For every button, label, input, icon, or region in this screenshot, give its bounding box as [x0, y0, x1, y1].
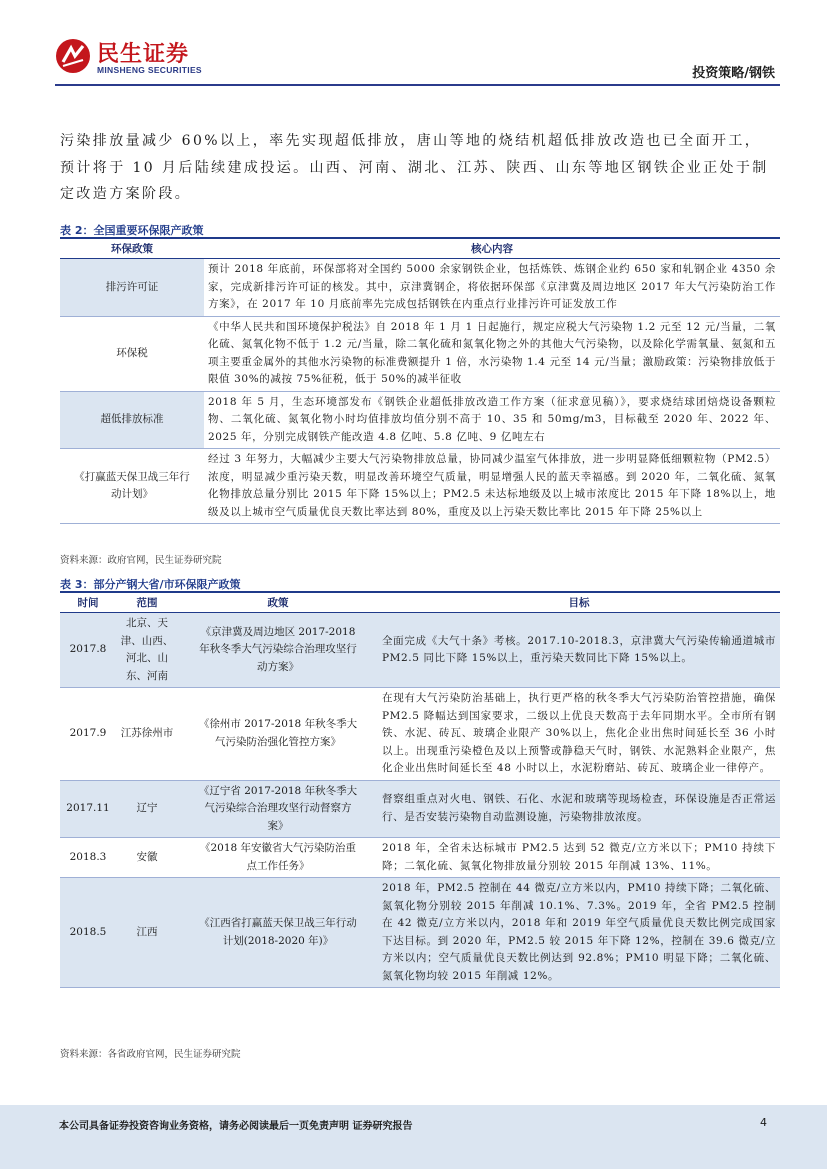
provincial-policy-table	[60, 592, 780, 988]
minsheng-logo-icon	[55, 38, 91, 74]
col-header-policy: 环保政策	[60, 238, 204, 259]
scope-cell: 江西	[116, 878, 178, 988]
logo-chinese: 民生证券	[97, 42, 190, 67]
table1-caption: 表 2：全国重要环保限产政策	[60, 224, 204, 237]
goal-cell: 2018 年，全省未达标城市 PM2.5 达到 52 微克/立方米以下；PM10 持续下降；二氧化硫、氮氧化物排放量分别较 2015 年削减 13%、11%。	[378, 838, 780, 878]
policy-cell: 《辽宁省 2017-2018 年秋冬季大气污染综合治理攻坚行动督察方案》	[178, 780, 378, 838]
table-row	[60, 780, 780, 838]
goal-cell: 督察组重点对火电、钢铁、石化、水泥和玻璃等现场检查，环保设施是否正常运行、是否安装污染物自动监测设施，污染物排放浓度。	[378, 780, 780, 838]
time-cell: 2017.9	[60, 688, 116, 781]
national-policy-table	[60, 238, 780, 524]
table-row	[60, 259, 780, 317]
col-header-goal: 目标	[378, 592, 780, 613]
table-row	[60, 613, 780, 688]
time-cell: 2018.5	[60, 878, 116, 988]
scope-cell: 安徽	[116, 838, 178, 878]
scope-cell: 辽宁	[116, 780, 178, 838]
policy-cell: 超低排放标准	[60, 391, 204, 449]
policy-cell: 《徐州市 2017-2018 年秋冬季大气污染防治强化管控方案》	[178, 688, 378, 781]
policy-cell: 排污许可证	[60, 259, 204, 317]
col-header-scope: 范围	[116, 592, 178, 613]
table-row	[60, 316, 780, 391]
content-cell: 《中华人民共和国环境保护税法》自 2018 年 1 月 1 日起施行，规定应税大气污染物 1.2 元至 12 元/当量，二氧化硫、氮氧化物不低于 1.2 元/当量，除二氧化硫和氮氧化物之外的其他大气污染物，以及除化学需氧量、氨氮和五项主要重金属外的其他水污染物的标准费额提升 1 倍，水污染物 1.4 元至 14 元/当量；激励政策：污染物排放低于限值 30%的减按 75%征税，低于 50%的减半征收	[204, 316, 780, 391]
page-footer	[0, 1105, 827, 1169]
logo-english: MINSHENG SECURITIES	[97, 65, 202, 75]
table-row	[60, 449, 780, 524]
page-header	[0, 0, 827, 86]
table-row	[60, 688, 780, 781]
footer-disclaimer: 本公司具备证券投资咨询业务资格，请务必阅读最后一页免责声明 证券研究报告	[59, 1121, 413, 1132]
policy-cell: 环保税	[60, 316, 204, 391]
goal-cell: 全面完成《大气十条》考核。2017.10-2018.3，京津冀大气污染传输通道城市 PM2.5 同比下降 15%以上，重污染天数同比下降 15%以上。	[378, 613, 780, 688]
col-header-time: 时间	[60, 592, 116, 613]
header-divider	[55, 84, 780, 86]
body-paragraph: 污染排放量减少 60%以上，率先实现超低排放，唐山等地的烧结机超低排放改造也已全面开工，预计将于 10 月后陆续建成投运。山西、河南、湖北、江苏、陕西、山东等地区钢铁企业正处于制定改造方案阶段。	[60, 133, 769, 202]
policy-cell: 《京津冀及周边地区 2017-2018 年秋冬季大气污染综合治理攻坚行动方案》	[178, 613, 378, 688]
content-cell: 经过 3 年努力，大幅减少主要大气污染物排放总量，协同减少温室气体排放，进一步明显降低细颗粒物（PM2.5）浓度，明显减少重污染天数，明显改善环境空气质量，明显增强人民的蓝天幸福感。到 2020 年，二氧化硫、氮氧化物排放总量分别比 2015 年下降 15%以上；PM2.5 未达标地级及以上城市浓度比 2015 年下降 18%以上，地级及以上城市空气质量优良天数比率达到 80%，重度及以上污染天数比率比 2015 年下降 25%以上	[204, 449, 780, 524]
section-title: 投资策略/钢铁	[692, 66, 775, 81]
table2-caption: 表 3：部分产钢大省/市环保限产政策	[60, 578, 241, 591]
table-row	[60, 878, 780, 988]
page-number: 4	[760, 1116, 767, 1129]
content-cell: 预计 2018 年底前，环保部将对全国约 5000 余家钢铁企业，包括炼铁、炼钢企业约 650 家和轧钢企业 4350 余家，完成新排污许可证的核发。其中，京津冀钢企，将依据环保部《京津冀及周边地区 2017 年大气污染防治工作方案》，在 2017 年 10 月底前率先完成包括钢铁在内重点行业排污许可证发放工作	[204, 259, 780, 317]
scope-cell: 北京、天津、山西、河北、山东、河南	[116, 613, 178, 688]
col-header-content: 核心内容	[204, 238, 780, 259]
content-cell: 2018 年 5 月，生态环境部发布《钢铁企业超低排放改造工作方案（征求意见稿）》，要求烧结球团焙烧设备颗粒物、二氧化硫、氮氧化物小时均值排放均值分别不高于 10、35 和 50mg/m3，目标截至 2020 年、2022 年、2025 年，分别完成钢铁产能改造 4.8 亿吨、5.8 亿吨、9 亿吨左右	[204, 391, 780, 449]
time-cell: 2017.8	[60, 613, 116, 688]
table-row	[60, 838, 780, 878]
table-header-row	[60, 238, 780, 259]
policy-cell: 《2018 年安徽省大气污染防治重点工作任务》	[178, 838, 378, 878]
goal-cell: 2018 年，PM2.5 控制在 44 微克/立方米以内，PM10 持续下降；二氧化硫、氮氧化物分别较 2015 年削减 10.1%、7.3%。2019 年，全省 PM2.5 控制在 42 微克/立方米以内，2018 年和 2019 年空气质量优良天数比例完成国家下达目标。到 2020 年，PM2.5 较 2015 年下降 12%，控制在 39.6 微克/立方米以内；空气质量优良天数比例达到 92.8%；PM10 明显下降；二氧化硫、氮氧化物均较 2015 年削减 12%。	[378, 878, 780, 988]
time-cell: 2017.11	[60, 780, 116, 838]
company-logo	[55, 36, 215, 82]
table1-source: 资料来源：政府官网，民生证券研究院	[60, 555, 222, 566]
table-header-row	[60, 592, 780, 613]
goal-cell: 在现有大气污染防治基础上，执行更严格的秋冬季大气污染防治管控措施，确保 PM2.5 降幅达到国家要求，二级以上优良天数高于去年同期水平。全市所有钢铁、水泥、砖瓦、玻璃企业限产 30%以上，焦化企业出焦时间延长至 36 小时以上。出现重污染橙色及以上预警或静稳天气时，钢铁、水泥熟料企业限产，焦化企业出焦时间延长至 48 小时以上，水泥粉磨站、砖瓦、玻璃企业一律停产。	[378, 688, 780, 781]
col-header-policy: 政策	[178, 592, 378, 613]
scope-cell: 江苏徐州市	[116, 688, 178, 781]
table2-source: 资料来源：各省政府官网，民生证券研究院	[60, 1049, 241, 1060]
time-cell: 2018.3	[60, 838, 116, 878]
table-row	[60, 391, 780, 449]
policy-cell: 《打赢蓝天保卫战三年行动计划》	[60, 449, 204, 524]
policy-cell: 《江西省打赢蓝天保卫战三年行动计划(2018-2020 年)》	[178, 878, 378, 988]
